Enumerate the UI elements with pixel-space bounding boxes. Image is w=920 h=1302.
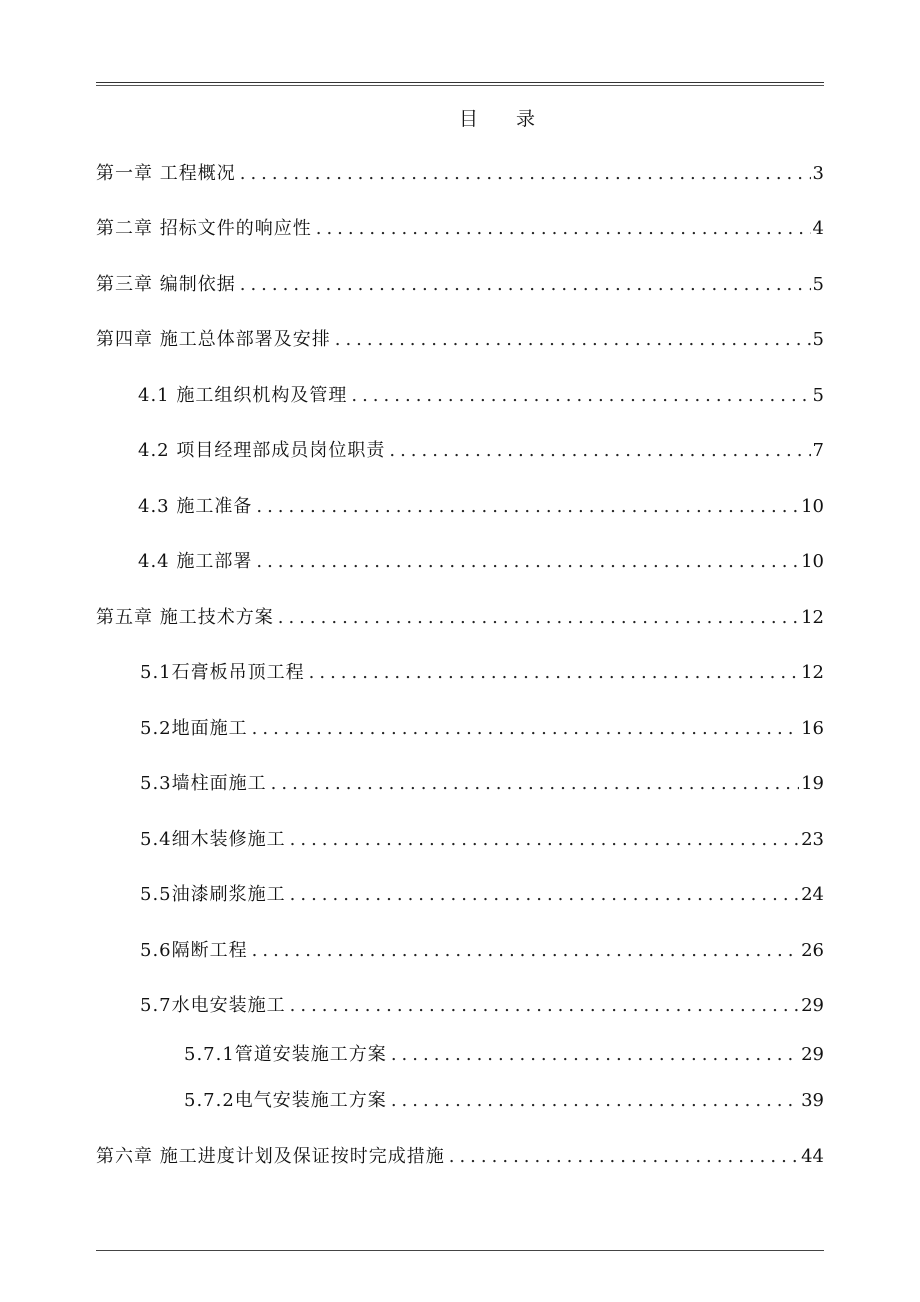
toc-entry-section-5-6[interactable] — [140, 938, 824, 964]
toc-entry-label: 5.5油漆刷浆施工 — [140, 884, 286, 905]
toc-entry-page: 16 — [801, 718, 824, 739]
toc-entry-label: 5.7.2电气安装施工方案 — [184, 1090, 387, 1111]
dot-leader — [389, 438, 810, 464]
dot-leader — [316, 216, 811, 242]
toc-entry-label: 4.3 施工准备 — [138, 496, 253, 517]
toc-entry-label: 5.7.1管道安装施工方案 — [184, 1044, 387, 1065]
toc-entry-label: 5.7水电安装施工 — [140, 995, 286, 1016]
toc-entry-page: 23 — [801, 829, 824, 850]
toc-entry-label: 5.4细木装修施工 — [140, 829, 286, 850]
toc-entry-section-4-1[interactable] — [138, 383, 824, 409]
toc-entry-label: 第二章 招标文件的响应性 — [96, 218, 312, 239]
toc-entry-chapter-4[interactable] — [96, 327, 824, 353]
toc-entry-label: 第五章 施工技术方案 — [96, 607, 274, 628]
toc-entry-page: 19 — [801, 773, 824, 794]
toc-entry-label: 5.3墙柱面施工 — [140, 773, 267, 794]
dot-leader — [290, 882, 799, 908]
dot-leader — [391, 1042, 799, 1068]
toc-entry-page: 12 — [801, 607, 824, 628]
toc-entry-page: 10 — [801, 496, 824, 517]
toc-entry-page: 44 — [801, 1146, 824, 1167]
toc-entry-label: 5.6隔断工程 — [140, 940, 248, 961]
toc-entry-page: 39 — [801, 1090, 824, 1111]
toc-entry-section-5-7-1[interactable] — [184, 1042, 824, 1068]
toc-entry-page: 26 — [801, 940, 824, 961]
toc-entry-label: 4.4 施工部署 — [138, 551, 253, 572]
footer-rule — [96, 1250, 824, 1251]
toc-entry-label: 第六章 施工进度计划及保证按时完成措施 — [96, 1146, 445, 1167]
toc-entry-page: 5 — [812, 385, 824, 406]
toc-entry-label: 4.2 项目经理部成员岗位职责 — [138, 440, 386, 461]
dot-leader — [290, 827, 799, 853]
toc-entry-section-5-3[interactable] — [140, 771, 824, 797]
toc-entry-section-5-4[interactable] — [140, 827, 824, 853]
dot-leader — [256, 549, 799, 575]
toc-entry-label: 4.1 施工组织机构及管理 — [138, 385, 348, 406]
toc-entry-page: 5 — [812, 329, 824, 350]
toc-entry-page: 7 — [812, 440, 824, 461]
dot-leader — [240, 161, 811, 187]
toc-entry-page: 29 — [801, 1044, 824, 1065]
toc-entry-page: 29 — [801, 995, 824, 1016]
toc-entry-label: 第一章 工程概况 — [96, 163, 236, 184]
dot-leader — [351, 383, 810, 409]
toc-entry-section-4-3[interactable] — [138, 494, 824, 520]
toc-entry-section-4-4[interactable] — [138, 549, 824, 575]
dot-leader — [252, 716, 799, 742]
toc-entry-page: 24 — [801, 884, 824, 905]
dot-leader — [309, 660, 799, 686]
dot-leader — [240, 272, 811, 298]
toc-entry-page: 10 — [801, 551, 824, 572]
toc-entry-label: 5.1石膏板吊顶工程 — [140, 662, 305, 683]
toc-entry-section-4-2[interactable] — [138, 438, 824, 464]
toc-entry-page: 5 — [812, 274, 824, 295]
toc-entry-chapter-2[interactable] — [96, 216, 824, 242]
toc-entry-chapter-1[interactable] — [96, 161, 824, 187]
toc-entry-chapter-3[interactable] — [96, 272, 824, 298]
toc-entry-label: 5.2地面施工 — [140, 718, 248, 739]
dot-leader — [252, 938, 799, 964]
toc-entry-label: 第三章 编制依据 — [96, 274, 236, 295]
toc-entry-section-5-7[interactable] — [140, 993, 824, 1019]
toc-entry-page: 4 — [812, 218, 824, 239]
toc-entry-section-5-5[interactable] — [140, 882, 824, 908]
toc-entry-chapter-6[interactable] — [96, 1144, 824, 1170]
toc-entry-chapter-5[interactable] — [96, 605, 824, 631]
dot-leader — [271, 771, 799, 797]
toc-entry-section-5-7-2[interactable] — [184, 1088, 824, 1114]
dot-leader — [278, 605, 799, 631]
toc-entry-section-5-2[interactable] — [140, 716, 824, 742]
toc-entry-section-5-1[interactable] — [140, 660, 824, 686]
toc-entry-label: 第四章 施工总体部署及安排 — [96, 329, 331, 350]
dot-leader — [290, 993, 799, 1019]
dot-leader — [335, 327, 811, 353]
toc-title: 目 录 — [458, 108, 552, 130]
dot-leader — [256, 494, 799, 520]
toc-entry-page: 12 — [801, 662, 824, 683]
dot-leader — [391, 1088, 799, 1114]
dot-leader — [449, 1144, 799, 1170]
toc-entry-page: 3 — [812, 163, 824, 184]
